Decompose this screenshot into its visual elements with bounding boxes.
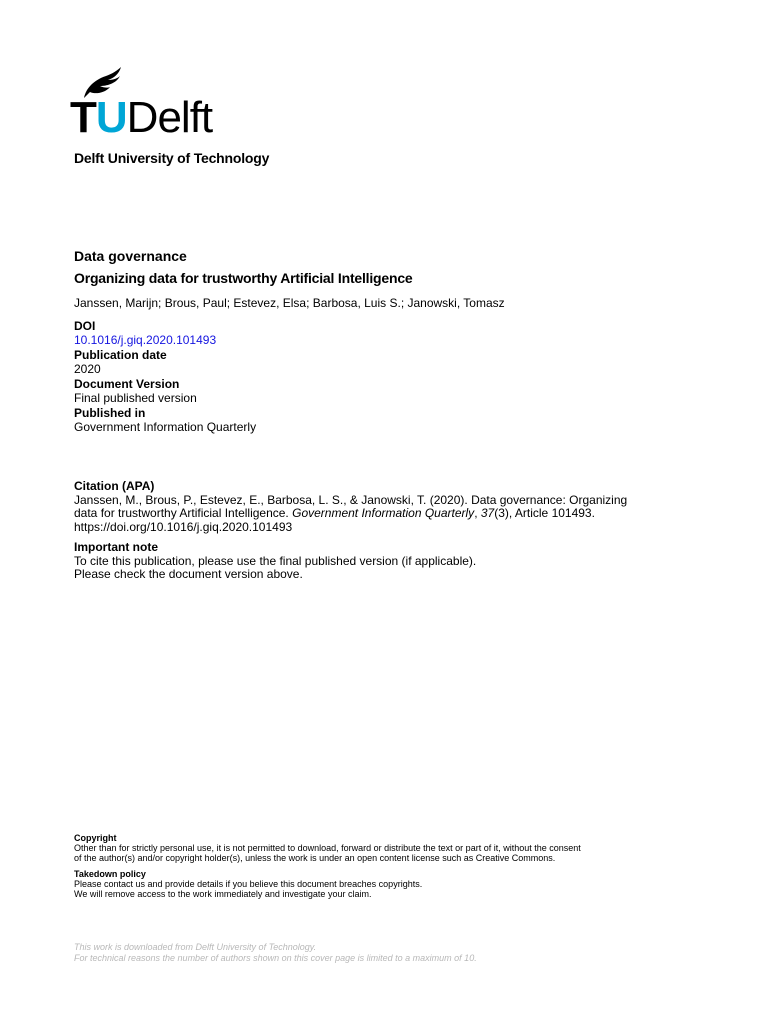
logo-t: T [70, 93, 96, 142]
takedown-line-1: Please contact us and provide details if you believe this document breaches copyrights. [74, 879, 423, 889]
citation-volume: 37 [480, 506, 495, 520]
document-title: Data governance [74, 248, 187, 264]
citation-line-1: Janssen, M., Brous, P., Estevez, E., Barbosa, L. S., & Janowski, T. (2020). Data governance: Organizing [74, 492, 628, 507]
university-name: Delft University of Technology [74, 150, 270, 166]
important-note-section [74, 541, 694, 582]
important-note-line-1: To cite this publication, please use the final published version (if applicable). [74, 553, 477, 568]
citation-line-2-text: data for trustworthy Artificial Intelligence. [74, 506, 293, 520]
citation-issue: (3), Article 101493. [494, 506, 595, 520]
published-in-label: Published in [74, 406, 146, 420]
authors: Janssen, Marijn; Brous, Paul; Estevez, Elsa; Barbosa, Luis S.; Janowski, Tomasz [74, 296, 505, 310]
citation-url: https://doi.org/10.1016/j.giq.2020.101493 [74, 519, 293, 534]
publication-date-label: Publication date [74, 348, 167, 362]
doi-label: DOI [74, 319, 96, 333]
takedown-section [74, 869, 714, 899]
doi-link[interactable]: 10.1016/j.giq.2020.101493 [74, 332, 217, 347]
doi-section [74, 320, 694, 347]
copyright-line-1: Other than for strictly personal use, it is not permitted to download, forward or distribute the text or part of it, without the consent [74, 843, 581, 853]
document-version-section [74, 378, 694, 405]
footer-note [74, 942, 477, 963]
takedown-line-2: We will remove access to the work immediately and investigate your claim. [74, 889, 372, 899]
copyright-section [74, 833, 714, 863]
citation-journal: Government Information Quarterly [292, 506, 475, 520]
document-version-label: Document Version [74, 377, 180, 391]
publication-date-value: 2020 [74, 361, 101, 376]
document-version-value: Final published version [74, 390, 197, 405]
citation-line-2 [74, 507, 694, 521]
copyright-label: Copyright [74, 833, 117, 843]
tu-delft-logo [70, 66, 260, 142]
copyright-line-2: of the author(s) and/or copyright holder(s), unless the work is under an open content license such as Creative Commons. [74, 853, 556, 863]
logo-wordmark [70, 93, 213, 142]
takedown-label: Takedown policy [74, 869, 146, 879]
footer-line-1: This work is downloaded from Delft University of Technology. [74, 942, 317, 952]
publication-date-section [74, 349, 694, 376]
logo-delft: Delft [126, 93, 213, 142]
citation-label: Citation (APA) [74, 479, 155, 493]
published-in-section [74, 407, 694, 434]
important-note-line-2: Please check the document version above. [74, 567, 303, 581]
footer-line-2: For technical reasons the number of authors shown on this cover page is limited to a maximum of 10. [74, 952, 477, 963]
important-note-label: Important note [74, 540, 158, 554]
citation-comma: , [474, 506, 481, 520]
citation-section [74, 480, 694, 534]
document-subtitle: Organizing data for trustworthy Artificial Intelligence [74, 270, 413, 286]
logo-u: U [95, 93, 127, 142]
published-in-value: Government Information Quarterly [74, 419, 257, 434]
